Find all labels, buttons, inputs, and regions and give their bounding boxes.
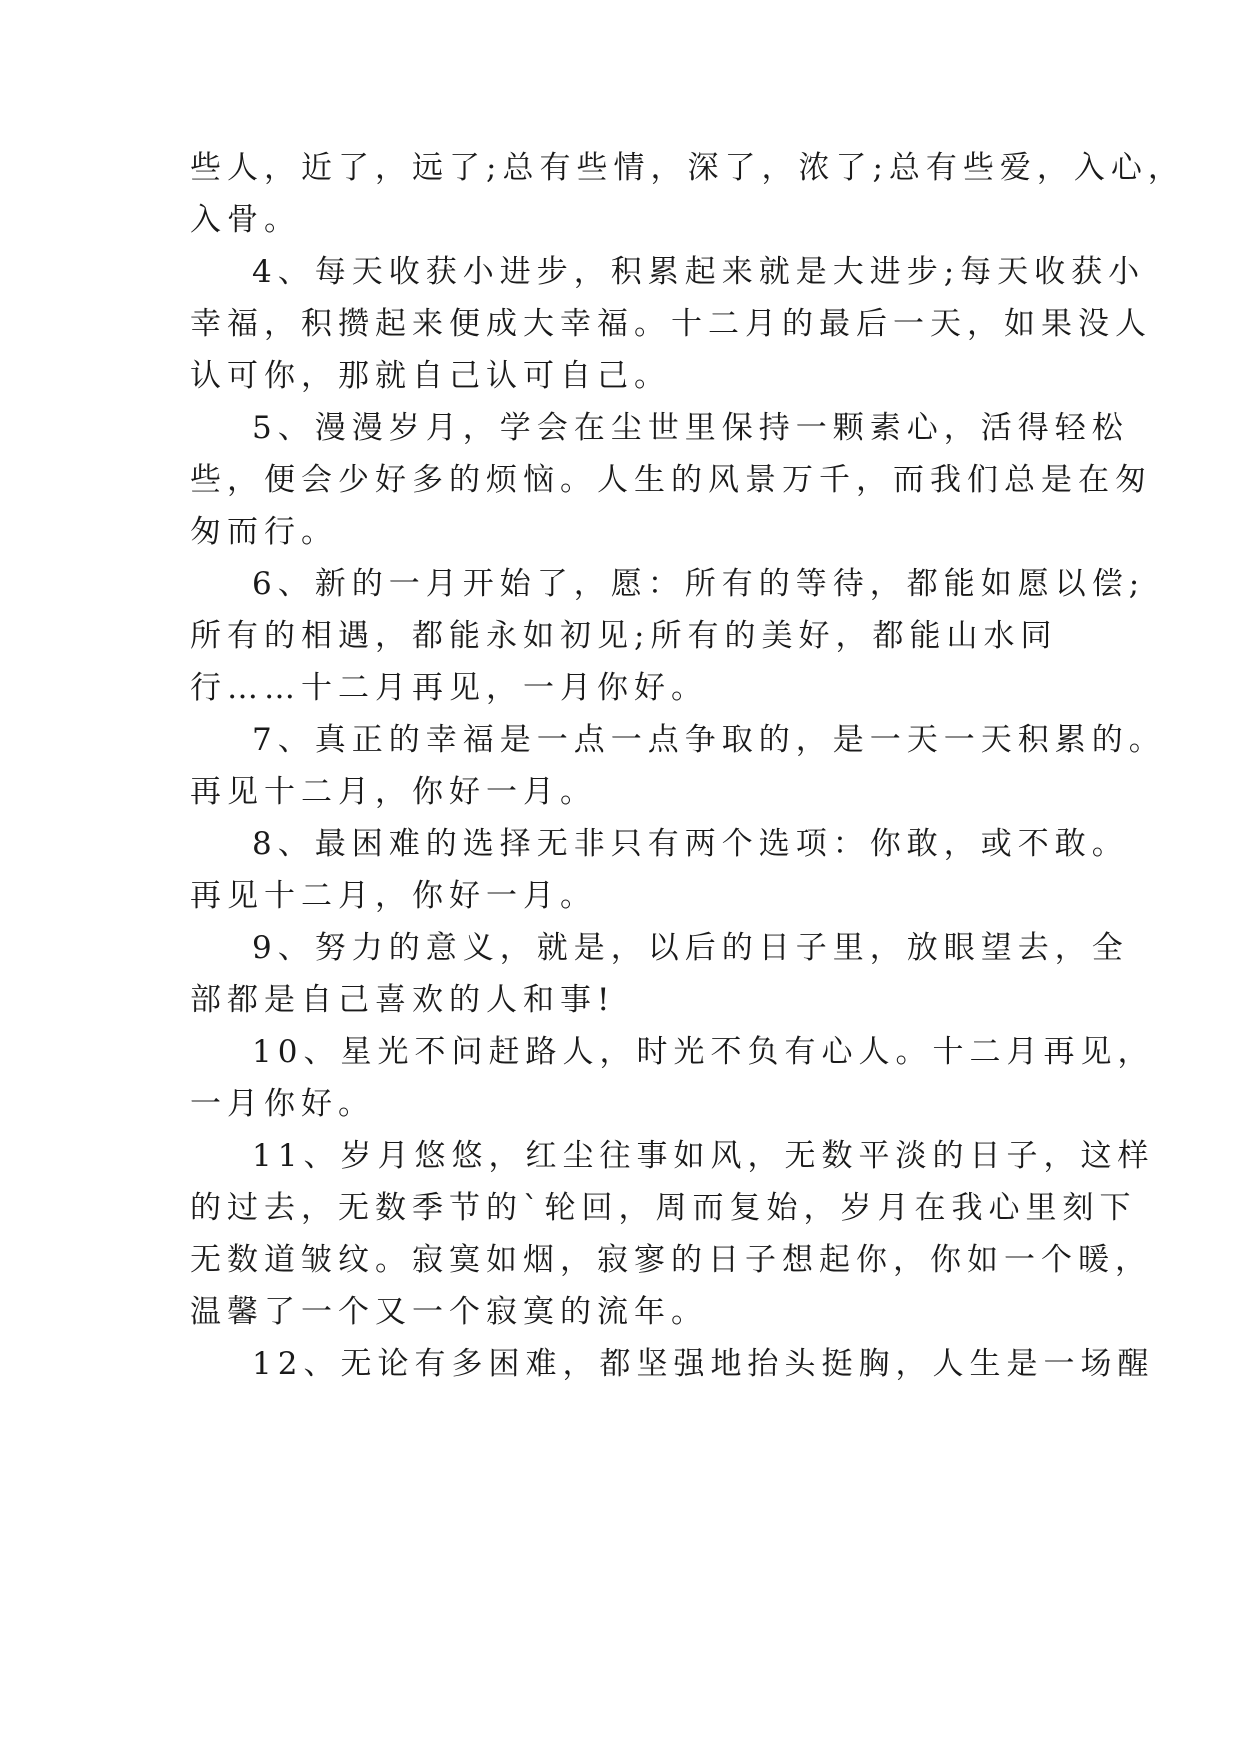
text-line: 再见十二月，你好一月。 <box>190 878 597 914</box>
text-line: 温馨了一个又一个寂寞的流年。 <box>190 1294 708 1330</box>
text-line: 入骨。 <box>190 202 301 238</box>
text-line: 认可你，那就自己认可自己。 <box>190 358 671 394</box>
paragraph-5-line: 5、漫漫岁月，学会在尘世里保持一颗素心，活得轻松 <box>252 410 1129 446</box>
paragraph-10-line: 10、星光不问赶路人，时光不负有心人。十二月再见， <box>252 1034 1155 1070</box>
text-line: 一月你好。 <box>190 1086 375 1122</box>
paragraph-7-line: 7、真正的幸福是一点一点争取的，是一天一天积累的。 <box>252 722 1166 758</box>
text-line: 的过去，无数季节的`轮回，周而复始，岁月在我心里刻下 <box>190 1190 1137 1226</box>
text-line: 行……十二月再见，一月你好。 <box>190 670 708 706</box>
paragraph-11-line: 11、岁月悠悠，红尘往事如风，无数平淡的日子，这样 <box>252 1138 1155 1174</box>
paragraph-9-line: 9、努力的意义，就是，以后的日子里，放眼望去，全 <box>252 930 1129 966</box>
text-line: 所有的相遇，都能永如初见;所有的美好，都能山水同 <box>190 618 1058 654</box>
paragraph-8-line: 8、最困难的选择无非只有两个选项：你敢，或不敢。 <box>252 826 1129 862</box>
text-line: 些人，近了，远了;总有些情，深了，浓了;总有些爱，入心， <box>190 150 1185 186</box>
text-line: 无数道皱纹。寂寞如烟，寂寥的日子想起你，你如一个暖， <box>190 1242 1152 1278</box>
text-line: 部都是自己喜欢的人和事! <box>190 982 616 1018</box>
text-line: 些，便会少好多的烦恼。人生的风景万千，而我们总是在匆 <box>190 462 1152 498</box>
text-line: 匆而行。 <box>190 514 338 550</box>
paragraph-12-line: 12、无论有多困难，都坚强地抬头挺胸，人生是一场醒 <box>252 1346 1155 1382</box>
text-line: 幸福，积攒起来便成大幸福。十二月的最后一天，如果没人 <box>190 306 1152 342</box>
paragraph-6-line: 6、新的一月开始了，愿：所有的等待，都能如愿以偿; <box>252 566 1146 602</box>
text-line: 再见十二月，你好一月。 <box>190 774 597 810</box>
paragraph-4-line: 4、每天收获小进步，积累起来就是大进步;每天收获小 <box>252 254 1146 290</box>
